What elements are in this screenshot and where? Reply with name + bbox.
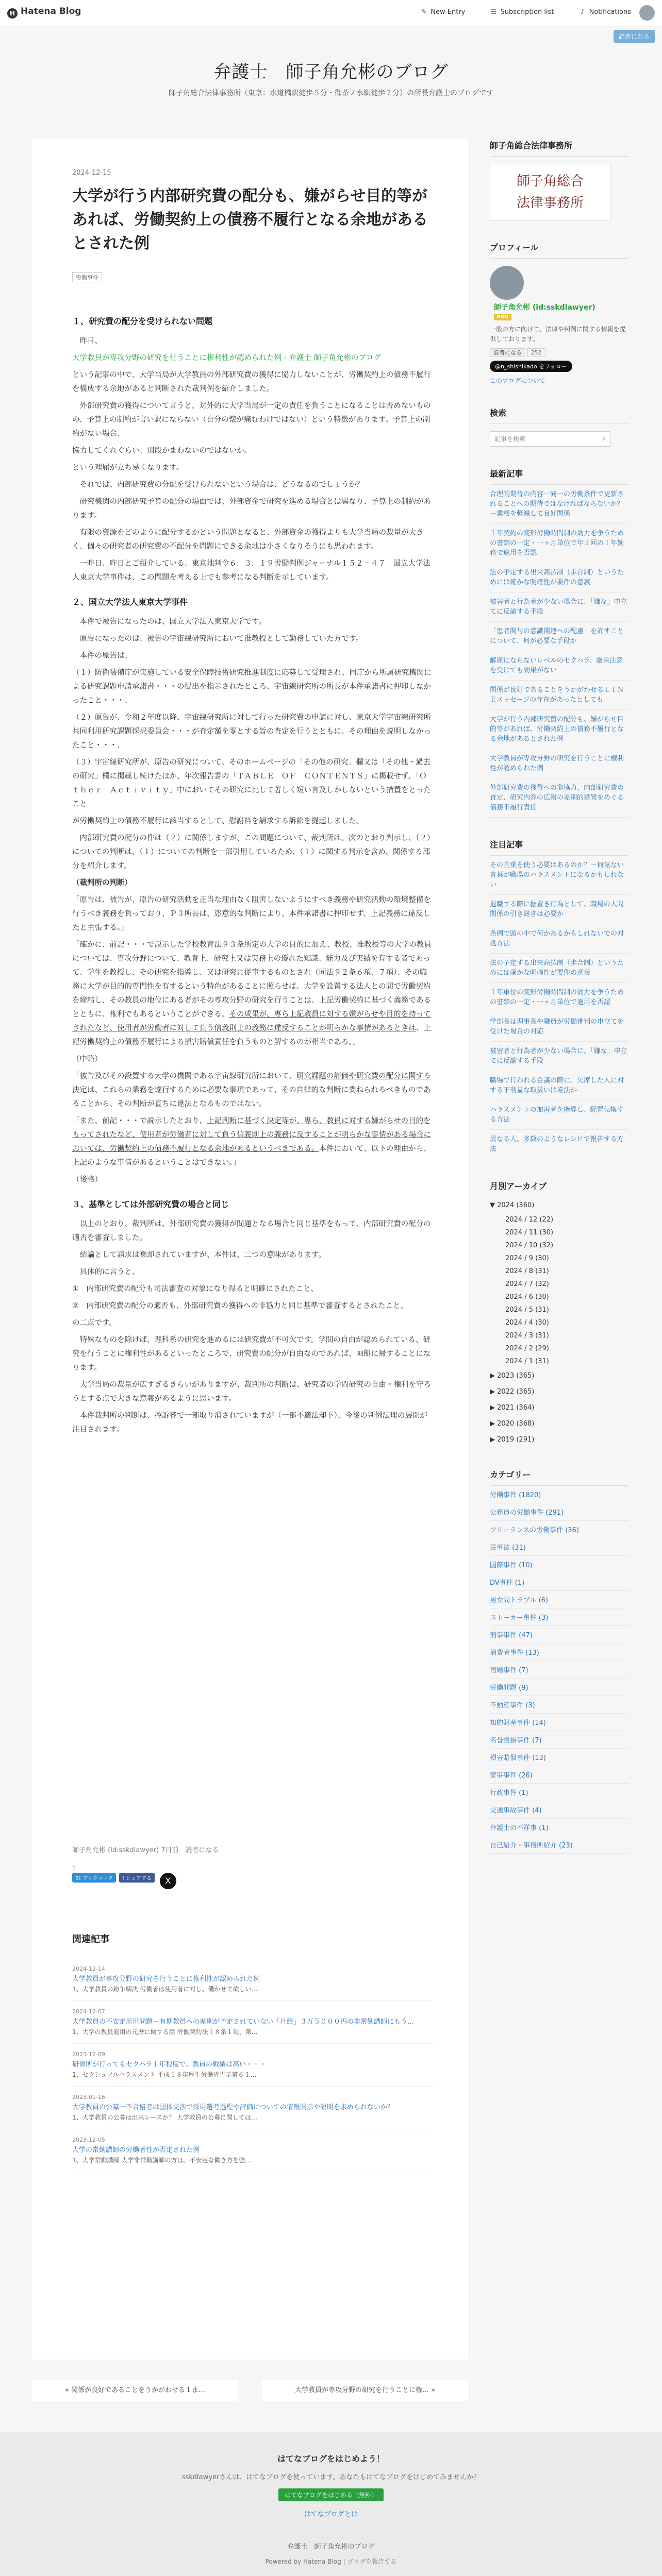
pro-badge: PRO xyxy=(494,314,511,320)
firm-logo-line: 法律事務所 xyxy=(516,195,584,211)
search-icon[interactable]: ⌕ xyxy=(602,435,606,443)
x-share-button[interactable]: X xyxy=(160,1873,176,1889)
paragraph: （１）防衛装備庁が実施している安全保障技術研究推進制度に応募して受理され、同庁から所属研究機関による研究課題申請承諾書・・・の提出を指示されたところ、宇宙線研究所の所長が本件承諾書に押印しなかったこと・・・、 xyxy=(72,669,432,705)
notable-item[interactable]: 退職する際に据置き行為として、職場の人間関係の引き継ぎは必要か xyxy=(490,895,629,924)
archive-month[interactable]: 2024 / 12 (22) xyxy=(505,1216,554,1224)
quote: （後略） xyxy=(72,1176,102,1184)
archive-month[interactable]: 2024 / 2 (29) xyxy=(505,1345,549,1352)
subscriber-count: 252 xyxy=(527,348,545,357)
list-icon: ☰ xyxy=(490,8,497,16)
category-item[interactable]: 不動産事件 (3) xyxy=(490,1696,629,1714)
start-blog-button[interactable]: はてなブログをはじめる（無料） xyxy=(278,2488,384,2501)
paragraph: 内部研究費の配分の件は（２）に関係しますが、この問題について、裁判所は、次のとおり判示し、（２）についての判断は、（１）についての判断を一部引用しているため、（１）に関する判示を含め、関係する部分を紹介します。 xyxy=(72,834,431,870)
logo-text: Hatena Blog xyxy=(21,6,81,16)
category-item[interactable]: 民事法 (31) xyxy=(490,1538,629,1556)
paragraph: の二点です。 xyxy=(72,1319,117,1327)
profile-avatar[interactable] xyxy=(490,266,524,300)
archive-month[interactable]: 2024 / 4 (30) xyxy=(505,1319,549,1327)
quote-text: 「また、前記・・・で説示したとおり、 xyxy=(72,1117,207,1125)
paragraph: （３）宇宙線研究所が、原告の研究について、そのホームページの「その他の研究」欄又は「その他・過去の研究」欄に掲載し続けたほか、年次報告書の「ＴＡＢＬＥ ＯＦ ＣＯＮＴＥＮＴＳ」に掲載せず、「Ｏｔｈｅｒ Ａｃｔｉｖｉｔｙ」中においてその研究に比して著しく短い言及しかしないという措置をとったこと xyxy=(72,758,431,808)
related-title[interactable]: 大学の常勤講師の労働者性が否定された例 xyxy=(72,2146,200,2154)
related-item[interactable] xyxy=(72,2087,433,2129)
paragraph: 結論として請求は棄却されていますが、本件は、二つの意味があります。 xyxy=(72,1251,326,1259)
paragraph: 一昨日、昨日とご紹介している、東京地判令６．３．１９労働判例ジャーナル１５２－４７ 国立大学法人東京大学事件は、この問題を考える上でも参考になる判断を示しています。 xyxy=(72,560,431,582)
paragraph: が労働契約上の債務不履行に該当するとして、慰謝料を請求する訴訟を提起しました。 xyxy=(72,817,364,825)
paragraph: 本件の原告は、 xyxy=(72,652,132,660)
related-snippet: 1、セクシュアルハラスメント 平成１８年厚生労働省告示第６１… xyxy=(72,2071,257,2078)
related-snippet: 1、大学常勤講師 大学非常勤講師の方は、不安定な働き方を強… xyxy=(72,2157,252,2164)
hatena-blog-logo[interactable] xyxy=(7,6,81,19)
category-item[interactable]: 名誉毀損事件 (7) xyxy=(490,1731,629,1749)
related-date: 2023-12-09 xyxy=(72,2051,105,2058)
entry-date[interactable]: 2024-12-15 xyxy=(72,169,111,177)
category-item[interactable]: 男女間トラブル (6) xyxy=(490,1591,629,1608)
category-item[interactable]: 家事事件 (26) xyxy=(490,1766,629,1784)
category-item[interactable]: 損害賠償事件 (13) xyxy=(490,1749,629,1766)
subscription-label: Subscription list xyxy=(500,8,554,16)
profile-card xyxy=(490,266,629,320)
recent-item[interactable]: 大学が行う内部研究費の配分も、嫌がらせ目的等があれば、労働契約上の債務不履行となる余地があるとされた例 xyxy=(490,710,629,749)
paragraph: 特殊なものを除けば、理科系の研究を進めるには研究費が不可欠です。学問の自由が認められている、研究を行うことに権利性があるといったところで、研究費の配分が自由なのであれば、画餅に帰することになります。 xyxy=(72,1336,431,1372)
entry-meta[interactable]: 師子角允彬 (id:sskdlawyer) 7日前 読者になる xyxy=(72,1846,219,1854)
paragraph: 具体的に言うと、 xyxy=(72,1268,140,1276)
profile-subscribe[interactable] xyxy=(490,348,629,357)
quote-underlined: その成果が、専ら上記教員に対する嫌がらせや目的を持ってされたなど、使用者が労働者に対して負う信義則上の義務に違反することが明らかな事情があるときは xyxy=(72,1010,431,1032)
archive-year[interactable]: ▶ 2021 (364) xyxy=(490,1404,535,1412)
new-entry-label: New Entry xyxy=(431,8,466,16)
subheading: （裁判所の判断） xyxy=(72,879,132,887)
related-post-link[interactable] xyxy=(72,351,433,365)
paragraph: という記事の中で、大学当局が大学教員の外部研究費の獲得に協力しないことが、労働契約上の債務不履行を構成する余地があると判断された裁判例を紹介しました。 xyxy=(72,371,431,393)
paragraph: 研究機関の内部研究予算の配分の場面では、外部資金で研究を進める場合とは異なり、予算上の制約があります。 xyxy=(72,498,431,520)
recent-item[interactable]: 「患者関与の意識関連への配慮」を許すことについて、何が必要な手段か xyxy=(490,622,629,651)
quote-text: は、これらの業務を遂行するために必要な事項であって、その自律的な判断に委ねられるべきものであることから、その判断が直ちに違法となるものではない。 xyxy=(72,1086,431,1108)
quote-underlined: 研究課題の評価や研究費の配分に関する決定 xyxy=(72,1072,431,1094)
notable-heading: 注目記事 xyxy=(490,838,629,856)
related-item[interactable] xyxy=(72,2129,433,2172)
recent-item[interactable]: 大学教員が専攻分野の研究を行うことに権利性が認められた例 xyxy=(490,749,629,778)
archive-month[interactable]: 2024 / 10 (32) xyxy=(505,1242,554,1249)
related-date: 2023-01-16 xyxy=(72,2094,105,2100)
category-item[interactable]: 国際事件 (10) xyxy=(490,1556,629,1573)
quote xyxy=(72,1070,433,1111)
profile-name[interactable] xyxy=(494,302,595,320)
notable-item[interactable]: 異なる人、多数のようなレシピで報告する方法 xyxy=(490,1130,629,1159)
category-item[interactable]: 労働問題 (9) xyxy=(490,1679,629,1696)
recent-item[interactable]: 外部研究費の獲得への非協力、内部研究費の査定、研究内容の広報の差別的措置をめぐる債務不履行責任 xyxy=(490,778,629,818)
quote-text: 、上記労働契約上の債務不履行による損害賠償責任を負うものと解するのが相当である。」 xyxy=(72,1024,431,1046)
entry-title[interactable]: 大学が行う内部研究費の配分も、嫌がらせ目的等があれば、労働契約上の債務不履行となる余地があるとされた例 xyxy=(72,187,428,252)
recent-item[interactable]: 関係が良好であることをうかがわせるＬＩＮＥメッセージの存在があったとしても xyxy=(490,681,629,710)
archive-month[interactable]: 2024 / 5 (31) xyxy=(505,1306,549,1314)
profile-heading: プロフィール xyxy=(490,241,629,259)
main-content xyxy=(32,139,468,2360)
recent-heading: 最新記事 xyxy=(490,467,629,485)
paragraph: 外部研究費の獲得について言うと、対外的に大学当局が一定の責任を負うことになることは否めないものの、予算上の制約が言い訳にならない（自分の懐が痛むわけではない）という特徴があります。予算上の制約がない場合、 xyxy=(72,402,431,438)
profile-name-text[interactable]: 師子角允彬 (id:sskdlawyer) xyxy=(494,303,595,312)
related-post-link-text[interactable]: 大学教員が専攻分野の研究を行うことに権利性が認められた例 - 弁護士 師子角允彬のブログ xyxy=(72,354,382,362)
paragraph: 昨日、 xyxy=(72,337,102,345)
paragraph: ② 内部研究費の配分の適否も、外部研究費の獲得への非協力と同じ基準で審査するとされたこと、 xyxy=(72,1302,408,1310)
profile-description: 一般の方に向けて、法律や判例に関する情報を提供しております。 xyxy=(490,326,626,343)
subscribe-button[interactable]: 読者になる xyxy=(614,30,655,43)
quote xyxy=(72,1114,433,1170)
firm-logo-line: 師子角総合 xyxy=(516,174,584,189)
archive-month[interactable]: 2024 / 11 (30) xyxy=(505,1229,554,1236)
entry-category[interactable]: 労働事件 xyxy=(72,272,102,282)
category-item[interactable]: 弁護士の不祥事 (1) xyxy=(490,1819,629,1836)
firm-heading: 師子角総合法律事務所 xyxy=(490,139,629,157)
category-item[interactable]: フリーランスの労働事件 (36) xyxy=(490,1521,629,1538)
notable-item[interactable]: 職場で行われる会議の際に、欠席した人に対する不利益な取扱いは違法か xyxy=(490,1071,629,1100)
related-item[interactable] xyxy=(72,1958,433,2001)
related-title[interactable]: 大学教員が専攻分野の研究を行うことに権利性が認められた例 xyxy=(72,1975,260,1983)
archive-month[interactable]: 2024 / 9 (30) xyxy=(505,1255,549,1262)
related-date: 2024-12-07 xyxy=(72,2008,105,2015)
recent-item[interactable]: 解雇にならないレベルのセクハラ、厳重注意を受けても効果がない xyxy=(490,651,629,681)
category-item[interactable]: 労働事件 (1820) xyxy=(490,1486,629,1503)
notifications-label: Notifications xyxy=(589,8,631,16)
category-item[interactable]: 交通事故事件 (4) xyxy=(490,1801,629,1819)
recent-item[interactable]: １年契約の変形労働時間制の効力を争うための書類の一定・一ヶ月単位で年２回の１年勤務で適用を否認 xyxy=(490,524,629,563)
about-hatena-link[interactable]: はてなブログとは xyxy=(304,2511,358,2518)
related-item[interactable] xyxy=(72,2044,433,2087)
global-nav xyxy=(398,8,631,16)
category-item[interactable]: 知的財産事件 (14) xyxy=(490,1714,629,1731)
paragraph: 原告になったのは、被告の宇宙線研究所において准教授として勤務していた方です。 xyxy=(72,635,363,643)
section-heading: ２、国立大学法人東京大学事件 xyxy=(72,597,188,607)
pencil-icon: ✎ xyxy=(421,8,427,16)
search-heading: 検索 xyxy=(490,406,629,424)
related-snippet: 1、大学教員の公募は出来レースか？ 大学教員の公募に関しては… xyxy=(72,2114,257,2121)
related-title[interactable]: 研修所が行ってもセクハラ１年程度で、教員の戦績は高い・・・ xyxy=(72,2061,266,2069)
facebook-share-button[interactable]: f シェアする xyxy=(119,1873,155,1883)
subscription-link[interactable] xyxy=(490,8,554,16)
related-snippet: 1、大学の教員雇用の元暦に関する話 労働契約法１８条１項、第… xyxy=(72,2028,258,2036)
paragraph: という理屈が立ち易くなります。 xyxy=(72,464,184,472)
prev-entry-link[interactable]: « 関係が良好であることをうかがわせる１ま… xyxy=(32,2380,238,2401)
notable-item[interactable]: 学部長は理事長や職員が労働審判の申立てを受けた場合の対応 xyxy=(490,1012,629,1042)
archive-month[interactable]: 2024 / 3 (31) xyxy=(505,1332,549,1340)
quote: 「原告は、被告が、原告の研究活動を正当な理由なく阻害しないようにすべき義務や研究活動の環境整備を行うべき義務を負っており、Ｐ３所長は、恣意的な判断により、本件承諾書に押印せず、上記義務に違反したと主張する。」 xyxy=(72,896,431,932)
sidebar xyxy=(490,139,629,1854)
category-item[interactable]: DV事件 (1) xyxy=(490,1573,629,1591)
archive-year[interactable]: ▶ 2020 (368) xyxy=(490,1420,535,1428)
bell-icon: ♪ xyxy=(580,8,585,16)
category-item[interactable]: ストーカー事件 (3) xyxy=(490,1608,629,1626)
recent-item[interactable]: 合理的期待の内容－同一の労働条件で更新されることへの期待ではなければならないか？－業務を軽減して良好関係 xyxy=(490,485,629,524)
powered-by[interactable]: Powered by Hatena Blog | ブログを報告する xyxy=(265,2558,397,2565)
notable-item[interactable]: 条例で頭の中で何かあるかもしれないでの対処方法 xyxy=(490,924,629,954)
notable-item[interactable]: １年単位の変形労働時間制の効力を争うための書類の一定・一ヶ月単位で適用を否認 xyxy=(490,983,629,1012)
archive-heading: 月別アーカイブ xyxy=(490,1180,629,1197)
firm-logo-image[interactable] xyxy=(490,164,610,221)
archive-list xyxy=(490,1197,629,1448)
notifications-link[interactable] xyxy=(579,8,631,16)
quote xyxy=(72,938,433,1049)
about-blog-link[interactable]: このブログについて xyxy=(490,377,545,384)
user-avatar[interactable] xyxy=(639,5,655,21)
paragraph: 本件で被告になったのは、国立大学法人東京大学です。 xyxy=(72,618,266,626)
related-title[interactable]: 大学教員の不安定雇用問題－有期教員への差別が予定されていない「月給」３万５０００円の非常勤講師にもう… xyxy=(72,2018,415,2026)
share-buttons xyxy=(72,1865,278,1886)
paragraph: 大学当局の裁量が広すぎるきらいがありますが、裁判所の判断は、研究者の学問研究の自由・権利を守ろうとする点で大きな意義があるように思います。 xyxy=(72,1381,431,1403)
category-item[interactable]: 消費者事件 (13) xyxy=(490,1643,629,1661)
category-item[interactable]: 自己紹介・事務所紹介 (23) xyxy=(490,1836,629,1854)
quote: （中略） xyxy=(72,1055,102,1063)
archive-year[interactable]: ▶ 2023 (365) xyxy=(490,1372,535,1380)
archive-month[interactable]: 2024 / 7 (32) xyxy=(505,1280,549,1288)
category-list xyxy=(490,1486,629,1854)
quote-text: 本件において、以下の理由から、上記のような事情があるということはできない。」 xyxy=(72,1145,431,1167)
paragraph: ① 内部研究費の配分も司法審査の対象になり得ると明確にされたこと、 xyxy=(72,1285,318,1293)
paragraph: 有限の資源をどのように配分するかという問題となると、外部資金の獲得よりも大学当局の裁量が大きく、個々の研究者の研究費の不配分を問題にできる余地は小さくなりそうにも思われます。 xyxy=(72,529,424,551)
quote-underlined: 上記判断に基づく決定等が、専ら、教員に対する嫌がらせの目的をもってされたなど、使用者が労働者に対して負う信義則上の義務に反することが明らかな事情がある場合においては、労働契約上の債務不履行となる余地があるというべきである。 xyxy=(72,1117,431,1153)
related-list xyxy=(72,1958,433,2172)
paragraph: 協力してくれぐらい、別段かまわないのではないか。 xyxy=(72,447,252,455)
footer-subtext: sskdlawyerさんは、はてなブログを使っています。あなたもはてなブログをはじめてみませんか？ xyxy=(181,2473,481,2481)
search-input[interactable] xyxy=(493,432,593,446)
hatena-logo-icon: H xyxy=(7,8,18,19)
recent-list xyxy=(490,485,629,818)
next-entry-link[interactable]: 大学教員が専攻分野の研究を行うことに権… » xyxy=(262,2380,468,2401)
archive-year[interactable]: ▼ 2024 (360) xyxy=(490,1201,535,1209)
related-snippet: 1、大学教員の紛争解決 労働者は使用者に対し、働かせて欲しい… xyxy=(72,1986,258,1993)
notable-item[interactable]: ハラスメントの加害者を指導し、配置転換する方法 xyxy=(490,1100,629,1130)
blog-title[interactable]: 弁護士 師子角允彬のブログ xyxy=(213,62,449,82)
related-date: 2023-12-05 xyxy=(72,2137,105,2143)
subscribe-label[interactable]: 読者になる xyxy=(490,348,525,357)
search-box xyxy=(490,431,610,447)
x-follow-button[interactable]: @n_shishikado をフォロー xyxy=(490,361,572,372)
notable-item[interactable]: 被害者と行為者が少ない場合に、「嫌な」申立てに反論する手段 xyxy=(490,1042,629,1071)
archive-month[interactable]: 2024 / 6 (30) xyxy=(505,1293,549,1301)
entry-body xyxy=(72,304,433,1440)
notable-item[interactable]: その言葉を使う必要はあるのか？－何気ない言葉が職場のハラスメントになるかもしれない xyxy=(490,856,629,895)
archive-year[interactable]: ▶ 2019 (291) xyxy=(490,1436,535,1444)
category-heading: カテゴリー xyxy=(490,1468,629,1486)
blog-description: 師子角総合法律事務所（東京：水道橋駅徒歩５分・御茶ノ水駅徒歩７分）の所長弁護士のブログです xyxy=(169,89,493,97)
paragraph: （２）原告が、令和２年度以降、宇宙線研究所に対して行った研究費の申請に対し、東京大学宇宙線研究所共同利用研究課題採択委員会・・・が査定額を零とする旨の査定を行うとともに、その理由を説明しなかったこと・・・、 xyxy=(72,714,431,750)
related-item[interactable] xyxy=(72,2001,433,2044)
footer-blog-name[interactable]: 弁護士 師子角允彬のブログ xyxy=(287,2543,375,2551)
paragraph: 本件裁判所の判断は、控訴審で一部取り消されていますが（一部不適法却下）、今後の判例法理の展開が注目されます。 xyxy=(72,1412,427,1434)
recent-item[interactable]: 法の予定する出来高払制（歩合制）というためには確かな明確性が要件の意義 xyxy=(490,563,629,592)
archive-month[interactable]: 2024 / 8 (31) xyxy=(505,1267,549,1275)
quote-text: 「確かに、前記・・・で説示した学校教育法９３条所定の大学の目的に加え、教授、准教授等の大学の教員については、専攻分野について、教育上、研究上又は実務上の優れた知識、能力及び実績を有する者であって、学生を教授し、その研究を指導し、又は研究に従事するものとされ（同法９２条６項、７項）、その職務に大学が目的的専門性を有するという特色があることに照らせば、大学を設置する法人との間で労働契約を締結し、その教員の地位にある者がその専攻分野の研究を行うことは、上記労働契約に基づく義務であるとともに、権利でもあるということができる。 xyxy=(72,941,432,1019)
hatebu-count[interactable]: 1 xyxy=(72,1865,76,1872)
related-heading: 関連記事 xyxy=(72,1934,109,1945)
section-heading: １、研究費の配分を受けられない問題 xyxy=(72,316,213,326)
footer xyxy=(0,2432,662,2576)
global-header xyxy=(0,0,662,26)
category-item[interactable]: 行政事件 (1) xyxy=(490,1784,629,1801)
archive-month[interactable]: 2024 / 1 (31) xyxy=(505,1358,549,1365)
hatena-bookmark-button[interactable]: B! ブックマーク xyxy=(72,1873,116,1883)
category-item[interactable]: 再婚事件 (7) xyxy=(490,1661,629,1679)
x-follow[interactable] xyxy=(490,361,629,372)
notable-item[interactable]: 法の予定する出来高払制（歩合制）というためには確かな明確性が要件の意義 xyxy=(490,954,629,983)
new-entry-link[interactable] xyxy=(420,8,465,16)
section-heading: ３、基準としては外部研究費の場合と同じ xyxy=(72,1199,229,1209)
related-title[interactable]: 大学教員の公募一不合格者は団体交渉で採用選考過程や評価についての情報開示や説明を求められないか？ xyxy=(72,2104,394,2111)
notable-list xyxy=(490,856,629,1159)
category-item[interactable]: 公務員の労働事件 (291) xyxy=(490,1503,629,1521)
archive-year[interactable]: ▶ 2022 (365) xyxy=(490,1388,535,1396)
paragraph: それでは、内部研究費の分配を受けられないという場合は、どうなるのでしょうか？ xyxy=(72,481,364,489)
recent-item[interactable]: 被害者と行為者が少ない場合に、「嫌な」申立てに反論する手段 xyxy=(490,592,629,622)
related-date: 2024-12-14 xyxy=(72,1965,105,1972)
category-item[interactable]: 刑事事件 (47) xyxy=(490,1626,629,1643)
quote-text: 「被告及びその設置する大学の機関である宇宙線研究所において、 xyxy=(72,1072,296,1080)
footer-heading: はてなブログをはじめよう！ xyxy=(277,2454,385,2464)
paragraph: 以上のとおり、裁判所は、外部研究費の獲得が問題となる場合と同じ基準をもって、内部研究費の配分の適否を審査しました。 xyxy=(72,1220,431,1242)
